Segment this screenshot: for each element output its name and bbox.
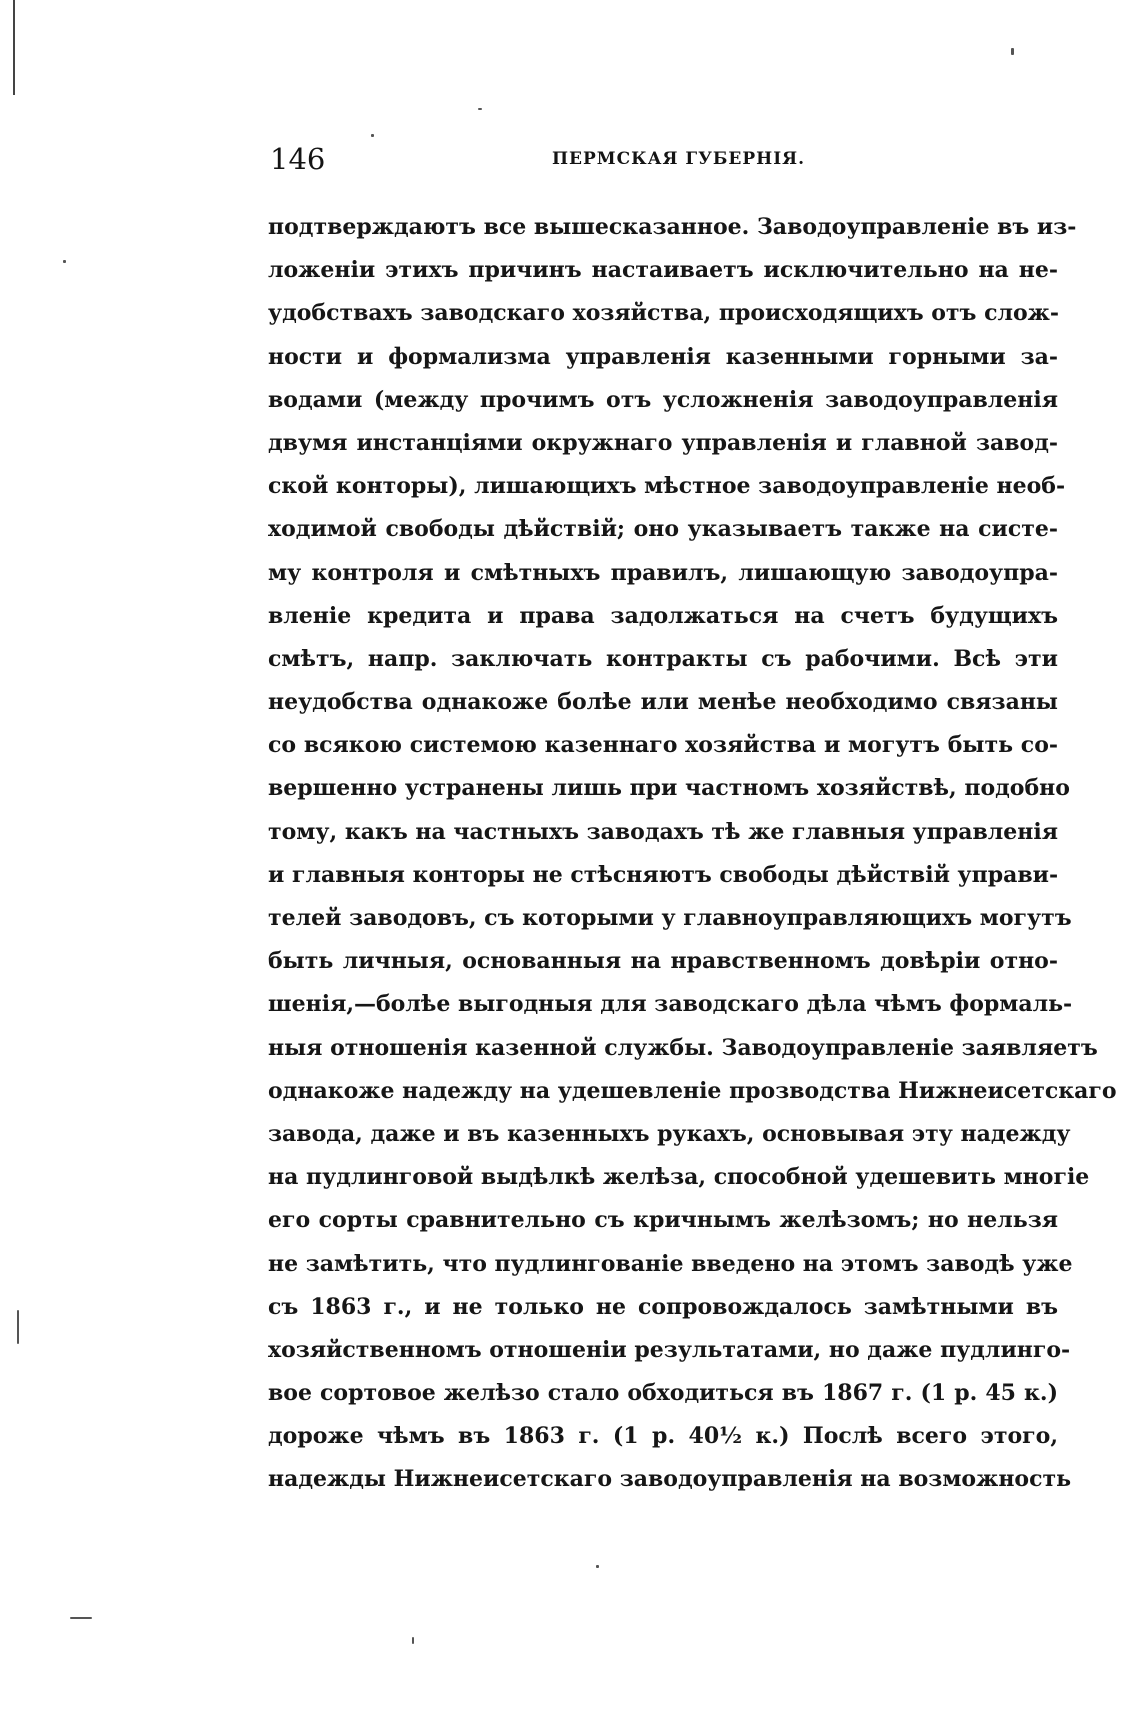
page-header [270,142,1060,182]
text-line: неудобства однакоже болѣе или менѣе необходимо связаны [268,689,1058,716]
text-line: и главныя конторы не стѣсняютъ свободы дѣйствій управи- [268,861,1059,888]
text-line: тому, какъ на частныхъ заводахъ тѣ же главныя управленія [268,818,1058,845]
scan-speck [63,260,66,263]
text-line: вленіе кредита и права задолжаться на счетъ будущихъ [268,602,1058,629]
scan-edge-line [13,0,15,95]
text-line: быть личныя, основанныя на нравственномъ довѣріи отно- [268,948,1058,975]
text-line: надежды Нижнеисетскаго заводоуправленія на возможность [268,1466,1072,1493]
text-line: ныя отношенія казенной службы. Заводоуправленіе заявляетъ [268,1034,1098,1061]
scan-speck [478,108,482,110]
text-line: телей заводовъ, съ которыми у главноуправляющихъ могутъ [268,905,1072,931]
text-line: удобствахъ заводскаго хозяйства, происходящихъ отъ слож- [268,300,1059,327]
scan-speck [371,134,374,137]
text-line: двумя инстанціями окружнаго управленія и главной завод- [268,429,1058,456]
body-text [268,206,1117,1502]
text-line: подтверждаютъ все вышесказанное. Заводоуправленіе въ из- [268,214,1077,240]
text-line: му контроля и смѣтныхъ правилъ, лишающую заводоупра- [268,559,1058,586]
scan-speck [412,1637,414,1644]
text-line: со всякою системою казеннаго хозяйства и могутъ быть со- [268,732,1058,759]
text-line: съ 1863 г., и не только не сопровождалось замѣтными въ [268,1293,1058,1320]
text-line: дороже чѣмъ въ 1863 г. (1 р. 40½ к.) Послѣ всего этого, [268,1423,1058,1450]
text-line: смѣтъ, напр. заключать контракты съ рабочими. Всѣ эти [268,645,1058,672]
text-line: ходимой свободы дѣйствій; оно указываетъ также на систе- [268,516,1058,543]
text-line: вершенно устранены лишь при частномъ хозяйствѣ, подобно [268,775,1070,802]
running-head: ПЕРМСКАЯ ГУБЕРНІЯ. [552,149,806,169]
scan-speck [1011,48,1014,55]
scan-speck [596,1565,599,1568]
text-line: ложеніи этихъ причинъ настаиваетъ исключительно на не- [268,257,1058,284]
text-line: шенія,—болѣе выгодныя для заводскаго дѣла чѣмъ формаль- [268,991,1073,1018]
scan-speck [70,1617,92,1619]
text-line: завода, даже и въ казенныхъ рукахъ, основывая эту надежду [268,1120,1071,1147]
text-line: его сорты сравнительно съ кричнымъ желѣзомъ; но нельзя [268,1207,1058,1234]
text-line: не замѣтить, что пудлингованіе введено на этомъ заводѣ уже [268,1250,1073,1277]
text-line: однакоже надежду на удешевленіе прозводства Нижнеисетскаго [268,1077,1117,1104]
page-number: 146 [270,142,326,176]
text-line: вое сортовое желѣзо стало обходиться въ 1867 г. (1 р. 45 к.) [268,1380,1058,1407]
text-line: хозяйственномъ отношеніи результатами, но даже пудлинго- [268,1336,1071,1363]
scan-speck [17,1310,19,1344]
text-line: ности и формализма управленія казенными горными за- [268,343,1058,370]
text-line: водами (между прочимъ отъ усложненія заводоуправленія [268,386,1058,413]
text-line: ской конторы), лишающихъ мѣстное заводоуправленіе необ- [268,473,1066,500]
text-line: на пудлинговой выдѣлкѣ желѣза, способной удешевить многіе [268,1164,1090,1191]
